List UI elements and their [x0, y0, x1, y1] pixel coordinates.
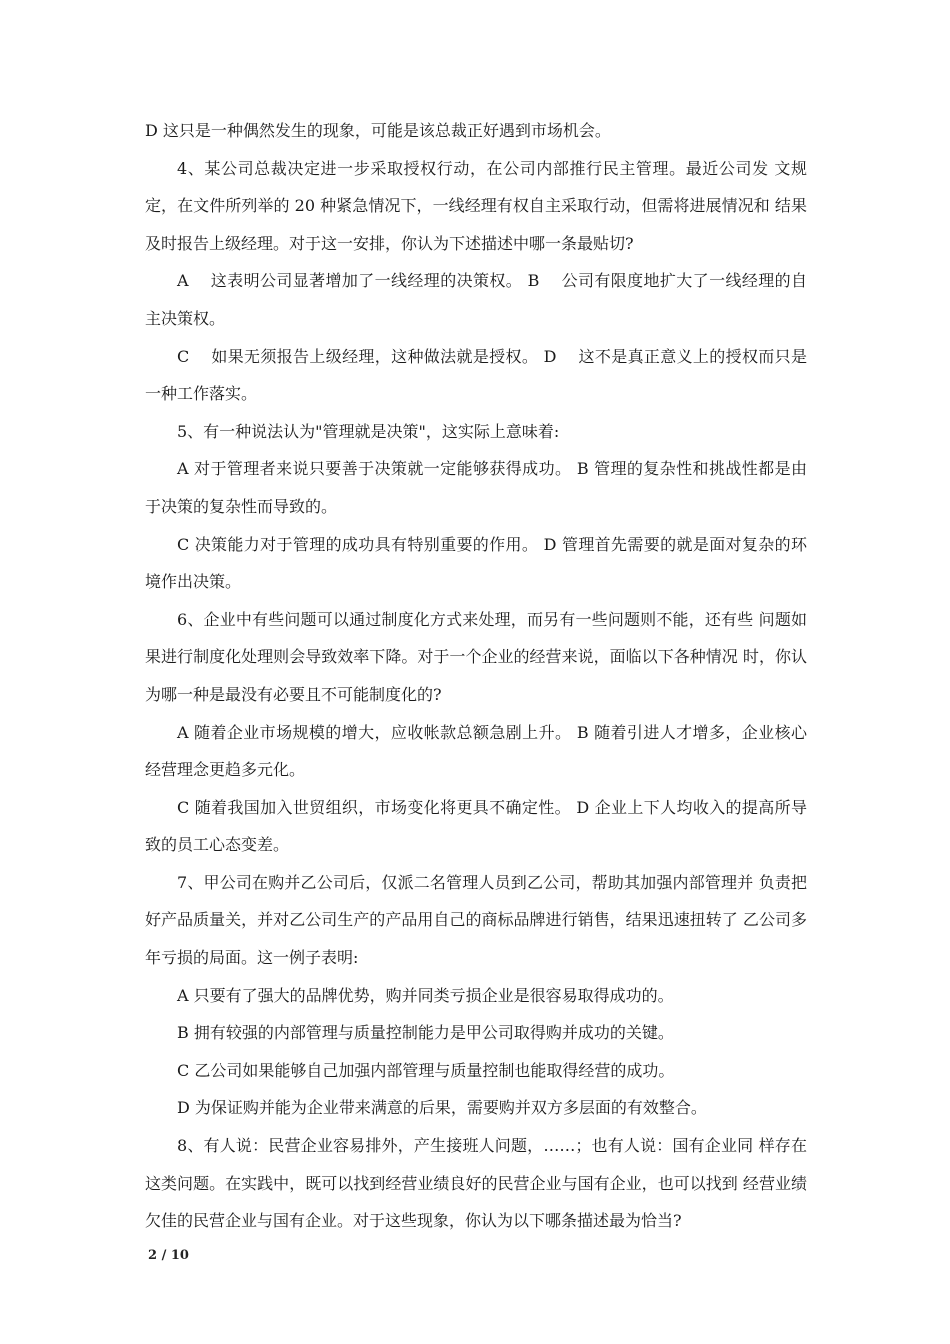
paragraph-q4-options-ab: A 这表明公司显著增加了一线经理的决策权。 B 公司有限度地扩大了一线经理的自主决策权。 [145, 271, 807, 328]
paragraph-question-6: 6、企业中有些问题可以通过制度化方式来处理，而另有一些问题则不能，还有些 问题如果进行制度化处理则会导致效率下降。对于一个企业的经营来说，面临以下各种情况 时，你认为哪一种是最没有必要且不可能制度化的? [145, 609, 807, 704]
paragraph-q5-options-cd: C 决策能力对于管理的成功具有特别重要的作用。 D 管理首先需要的就是面对复杂的环境作出决策。 [145, 534, 807, 592]
paragraph-q7-option-d: D 为保证购并能为企业带来满意的后果，需要购并双方多层面的有效整合。 [177, 1098, 707, 1118]
paragraph-q7-option-c: C 乙公司如果能够自己加强内部管理与质量控制也能取得经营的成功。 [177, 1060, 675, 1080]
paragraph-question-4: 4、某公司总裁决定进一步采取授权行动，在公司内部推行民主管理。最近公司发 文规定，在文件所列举的 20 种紧急情况下，一线经理有权自主采取行动，但需将进展情况和 结果及时报告上级经理。对于这一安排，你认为下述描述中哪一条最贴切? [145, 158, 807, 253]
page-number: 2 / 10 [148, 1248, 189, 1263]
paragraph-q5-options-ab: A 对于管理者来说只要善于决策就一定能够获得成功。 B 管理的复杂性和挑战性都是由于决策的复杂性而导致的。 [145, 459, 807, 516]
paragraph-q4-options-cd: C 如果无须报告上级经理，这种做法就是授权。 D 这不是真正意义上的授权而只是一种工作落实。 [145, 346, 807, 404]
paragraph-q7-option-b: B 拥有较强的内部管理与质量控制能力是甲公司取得购并成功的关键。 [177, 1023, 674, 1043]
paragraph-q7-option-a: A 只要有了强大的品牌优势，购并同类亏损企业是很容易取得成功的。 [177, 985, 674, 1005]
paragraph-option-d-q3: D 这只是一种偶然发生的现象，可能是该总裁正好遇到市场机会。 [145, 121, 611, 140]
paragraph-question-7: 7、甲公司在购并乙公司后，仅派二名管理人员到乙公司，帮助其加强内部管理并 负责把好产品质量关，并对乙公司生产的产品用自己的商标品牌进行销售，结果迅速扭转了 乙公司多年亏损的局面。这一例子表明: [145, 872, 807, 968]
paragraph-q6-options-ab: A 随着企业市场规模的增大，应收帐款总额急剧上升。 B 随着引进人才增多，企业核心经营理念更趋多元化。 [145, 722, 807, 780]
paragraph-q6-options-cd: C 随着我国加入世贸组织，市场变化将更具不确定性。 D 企业上下人均收入的提高所导致的员工心态变差。 [145, 797, 807, 855]
paragraph-question-8: 8、有人说：民营企业容易排外，产生接班人问题，……；也有人说：国有企业同 样存在这类问题。在实践中，既可以找到经营业绩良好的民营企业与国有企业，也可以找到 经营业绩欠佳的民营企业与国有企业。对于这些现象，你认为以下哪条描述最为恰当? [145, 1136, 807, 1231]
paragraph-question-5: 5、有一种说法认为"管理就是决策"，这实际上意味着: [177, 421, 560, 441]
document-body [145, 112, 807, 1240]
